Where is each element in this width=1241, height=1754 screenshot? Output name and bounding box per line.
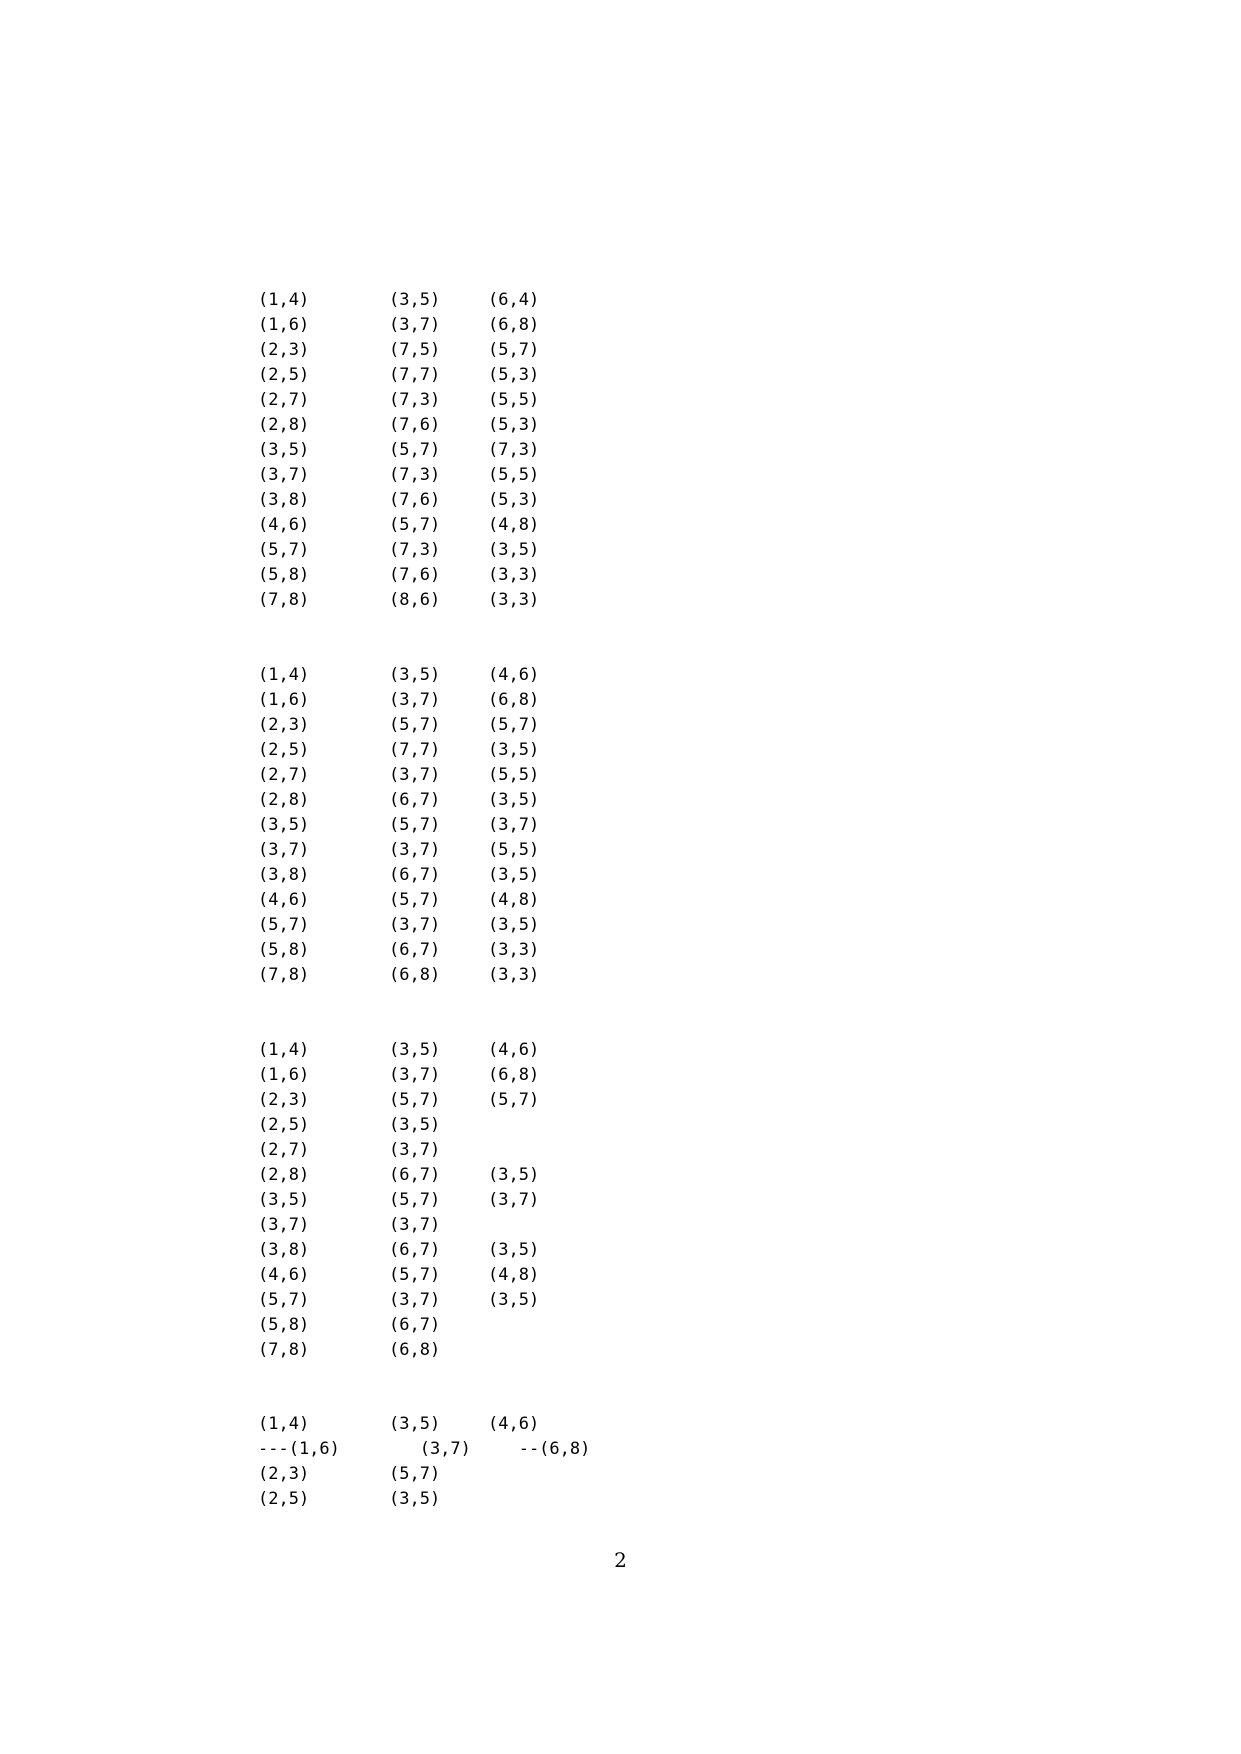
table-cell: (6,7): [389, 1315, 441, 1335]
table-cell: (3,5): [488, 540, 540, 560]
table-cell: ---(1,6): [258, 1439, 340, 1459]
table-cell: (5,5): [488, 390, 540, 410]
table-cell: (2,7): [258, 765, 310, 785]
table-cell: (7,8): [258, 965, 310, 985]
table-cell: (3,5): [258, 1190, 310, 1210]
table-cell: (5,7): [258, 915, 310, 935]
table-cell: (3,5): [488, 740, 540, 760]
table-cell: (4,6): [488, 665, 540, 685]
table-cell: (2,3): [258, 340, 310, 360]
table-cell: (3,7): [389, 840, 441, 860]
table-cell: (5,3): [488, 365, 540, 385]
table-cell: (3,7): [389, 1140, 441, 1160]
table-cell: (6,8): [488, 690, 540, 710]
table-cell: (2,5): [258, 1115, 310, 1135]
table-cell: (3,7): [258, 840, 310, 860]
table-cell: (1,4): [258, 1040, 310, 1060]
table-cell: (5,7): [488, 715, 540, 735]
table-cell: (5,5): [488, 465, 540, 485]
table-cell: (1,4): [258, 1414, 310, 1434]
table-cell: (6,7): [389, 865, 441, 885]
table-cell: (6,7): [389, 940, 441, 960]
table-cell: (4,8): [488, 515, 540, 535]
table-cell: (3,7): [389, 1065, 441, 1085]
table-cell: (4,6): [488, 1414, 540, 1434]
table-cell: (7,8): [258, 590, 310, 610]
table-cell: (3,8): [258, 490, 310, 510]
table-cell: (3,3): [488, 940, 540, 960]
table-cell: (1,6): [258, 1065, 310, 1085]
table-cell: (4,6): [258, 1265, 310, 1285]
table-cell: (7,6): [389, 415, 441, 435]
table-cell: (3,7): [389, 765, 441, 785]
table-cell: (5,7): [389, 1190, 441, 1210]
table-cell: (3,5): [488, 1240, 540, 1260]
table-cell: (2,7): [258, 390, 310, 410]
table-cell: (3,5): [389, 665, 441, 685]
table-cell: (3,5): [488, 1290, 540, 1310]
table-cell: --(6,8): [488, 1439, 591, 1459]
table-cell: (3,5): [389, 1414, 441, 1434]
table-cell: (5,3): [488, 490, 540, 510]
table-cell: (5,7): [389, 1265, 441, 1285]
table-cell: (4,6): [488, 1040, 540, 1060]
table-cell: (3,5): [389, 1115, 441, 1135]
table-cell: (6,8): [488, 315, 540, 335]
table-cell: (5,7): [488, 1090, 540, 1110]
table-cell: (3,5): [258, 440, 310, 460]
table-cell: (3,8): [258, 1240, 310, 1260]
table-cell: (5,7): [389, 1090, 441, 1110]
table-cell: (1,4): [258, 290, 310, 310]
table-cell: (4,6): [258, 890, 310, 910]
table-cell: (3,5): [258, 815, 310, 835]
table-cell: (1,6): [258, 315, 310, 335]
table-cell: (3,5): [488, 1165, 540, 1185]
table-cell: (3,8): [258, 865, 310, 885]
table-cell: (3,5): [488, 915, 540, 935]
table-cell: (5,8): [258, 1315, 310, 1335]
table-cell: (5,7): [389, 815, 441, 835]
table-cell: (3,3): [488, 590, 540, 610]
table-cell: (3,7): [389, 1215, 441, 1235]
table-cell: (3,5): [389, 290, 441, 310]
table-cell: (5,7): [389, 515, 441, 535]
table-cell: (7,7): [389, 740, 441, 760]
table-cell: (2,8): [258, 415, 310, 435]
table-cell: (3,5): [389, 1040, 441, 1060]
table-cell: (5,5): [488, 840, 540, 860]
table-cell: (5,8): [258, 940, 310, 960]
table-cell: (3,5): [389, 1489, 441, 1509]
table-cell: (2,8): [258, 1165, 310, 1185]
table-cell: (5,7): [258, 540, 310, 560]
table-cell: (7,3): [488, 440, 540, 460]
table-cell: (3,7): [389, 690, 441, 710]
table-cell: (2,3): [258, 1090, 310, 1110]
table-cell: (1,6): [258, 690, 310, 710]
table-cell: (6,7): [389, 1240, 441, 1260]
table-cell: (3,7): [389, 915, 441, 935]
table-cell: (8,6): [389, 590, 441, 610]
table-cell: (4,6): [258, 515, 310, 535]
table-cell: (6,4): [488, 290, 540, 310]
table-cell: (6,8): [488, 1065, 540, 1085]
table-cell: (6,7): [389, 790, 441, 810]
table-cell: (6,7): [389, 1165, 441, 1185]
table-cell: (2,3): [258, 1464, 310, 1484]
table-cell: (3,7): [389, 1439, 471, 1459]
table-cell: (5,7): [258, 1290, 310, 1310]
table-cell: (2,5): [258, 1489, 310, 1509]
table-cell: (7,3): [389, 465, 441, 485]
table-cell: (5,7): [389, 715, 441, 735]
table-cell: (2,3): [258, 715, 310, 735]
table-cell: (5,5): [488, 765, 540, 785]
table-cell: (3,7): [258, 465, 310, 485]
table-cell: (1,4): [258, 665, 310, 685]
table-cell: (5,3): [488, 415, 540, 435]
table-cell: (6,8): [389, 965, 441, 985]
page-number: 2: [614, 1548, 627, 1572]
table-cell: (2,8): [258, 790, 310, 810]
table-cell: (4,8): [488, 890, 540, 910]
table-cell: (5,7): [488, 340, 540, 360]
table-cell: (3,7): [258, 1215, 310, 1235]
table-cell: (3,3): [488, 965, 540, 985]
table-cell: (3,5): [488, 790, 540, 810]
table-cell: (7,5): [389, 340, 441, 360]
table-cell: (3,3): [488, 565, 540, 585]
table-cell: (5,7): [389, 890, 441, 910]
table-cell: (7,3): [389, 540, 441, 560]
table-cell: (7,6): [389, 565, 441, 585]
table-cell: (7,3): [389, 390, 441, 410]
table-cell: (7,7): [389, 365, 441, 385]
table-cell: (3,7): [488, 1190, 540, 1210]
table-cell: (7,6): [389, 490, 441, 510]
table-cell: (3,5): [488, 865, 540, 885]
table-cell: (3,7): [488, 815, 540, 835]
table-cell: (5,7): [389, 440, 441, 460]
table-cell: (2,5): [258, 365, 310, 385]
table-cell: (2,5): [258, 740, 310, 760]
table-cell: (2,7): [258, 1140, 310, 1160]
table-cell: (6,8): [389, 1340, 441, 1360]
table-cell: (4,8): [488, 1265, 540, 1285]
table-cell: (3,7): [389, 315, 441, 335]
table-cell: (3,7): [389, 1290, 441, 1310]
table-cell: (5,8): [258, 565, 310, 585]
table-cell: (7,8): [258, 1340, 310, 1360]
table-cell: (5,7): [389, 1464, 441, 1484]
